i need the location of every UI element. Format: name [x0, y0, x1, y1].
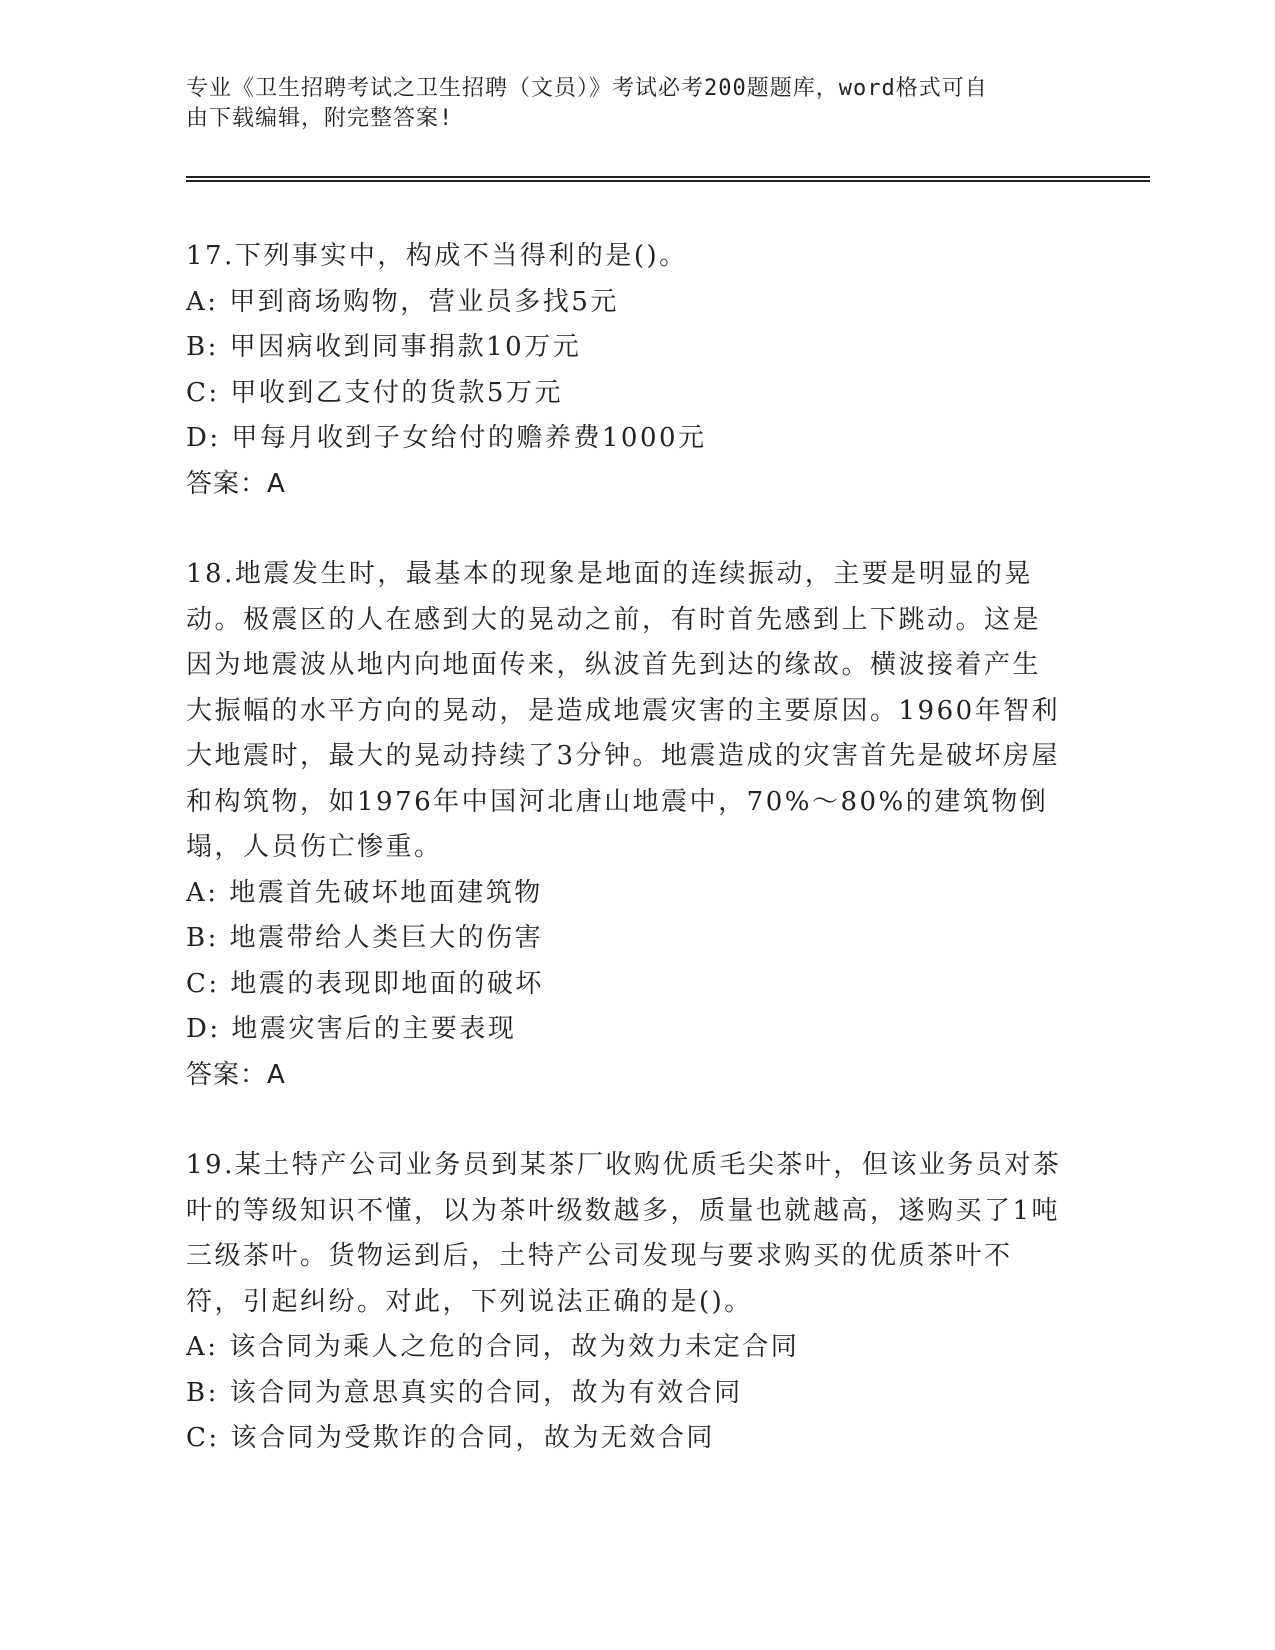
question-19 — [186, 1143, 1066, 1462]
option-a: A: 甲到商场购物，营业员多找5元 — [186, 286, 619, 317]
option-b: B: 该合同为意思真实的合同，故为有效合同 — [186, 1377, 743, 1408]
option-a: A: 地震首先破坏地面建筑物 — [186, 877, 543, 908]
header-line-1: 专业《卫生招聘考试之卫生招聘（文员）》考试必考200题题库，word格式可自 — [186, 76, 988, 101]
option-c: C: 地震的表现即地面的破坏 — [186, 968, 544, 999]
answer-line: 答案：A — [186, 468, 286, 499]
question-list — [186, 234, 1066, 1507]
option-c: C: 该合同为受欺诈的合同，故为无效合同 — [186, 1423, 715, 1453]
answer-line: 答案：A — [186, 1059, 286, 1090]
question-18 — [186, 552, 1066, 1098]
header-line-2: 由下载编辑，附完整答案! — [186, 106, 454, 131]
option-b: B: 甲因病收到同事捐款10万元 — [186, 332, 582, 362]
document-header — [186, 74, 1066, 134]
option-a: A: 该合同为乘人之危的合同，故为效力未定合同 — [186, 1332, 800, 1362]
question-17 — [186, 234, 1066, 507]
option-b: B: 地震带给人类巨大的伤害 — [186, 923, 544, 953]
option-c: C: 甲收到乙支付的货款5万元 — [186, 377, 563, 408]
question-stem: 19.某土特产公司业务员到某茶厂收购优质毛尖茶叶，但该业务员对茶叶的等级知识不懂，以为茶叶级数越多，质量也就越高，遂购买了1吨三级茶叶。货物运到后，土特产公司发现与要求购买的优质茶叶不符，引起纠纷。对此，下列说法正确的是()。 — [186, 1150, 1062, 1317]
option-d: D: 甲每月收到子女给付的赡养费1000元 — [186, 423, 707, 453]
header-double-rule — [186, 176, 1150, 182]
question-stem: 18.地震发生时，最基本的现象是地面的连续振动，主要是明显的晃动。极震区的人在感到大的晃动之前，有时首先感到上下跳动。这是因为地震波从地内向地面传来，纵波首先到达的缘故。横波接着产生大振幅的水平方向的晃动，是造成地震灾害的主要原因。1960年智利大地震时，最大的晃动持续了3分钟。地震造成的灾害首先是破坏房屋和构筑物，如1976年中国河北唐山地震中，70%～80%的建筑物倒塌，人员伤亡惨重。 — [186, 559, 1061, 862]
question-stem: 17.下列事实中，构成不当得利的是()。 — [186, 241, 688, 271]
option-d: D: 地震灾害后的主要表现 — [186, 1014, 517, 1044]
